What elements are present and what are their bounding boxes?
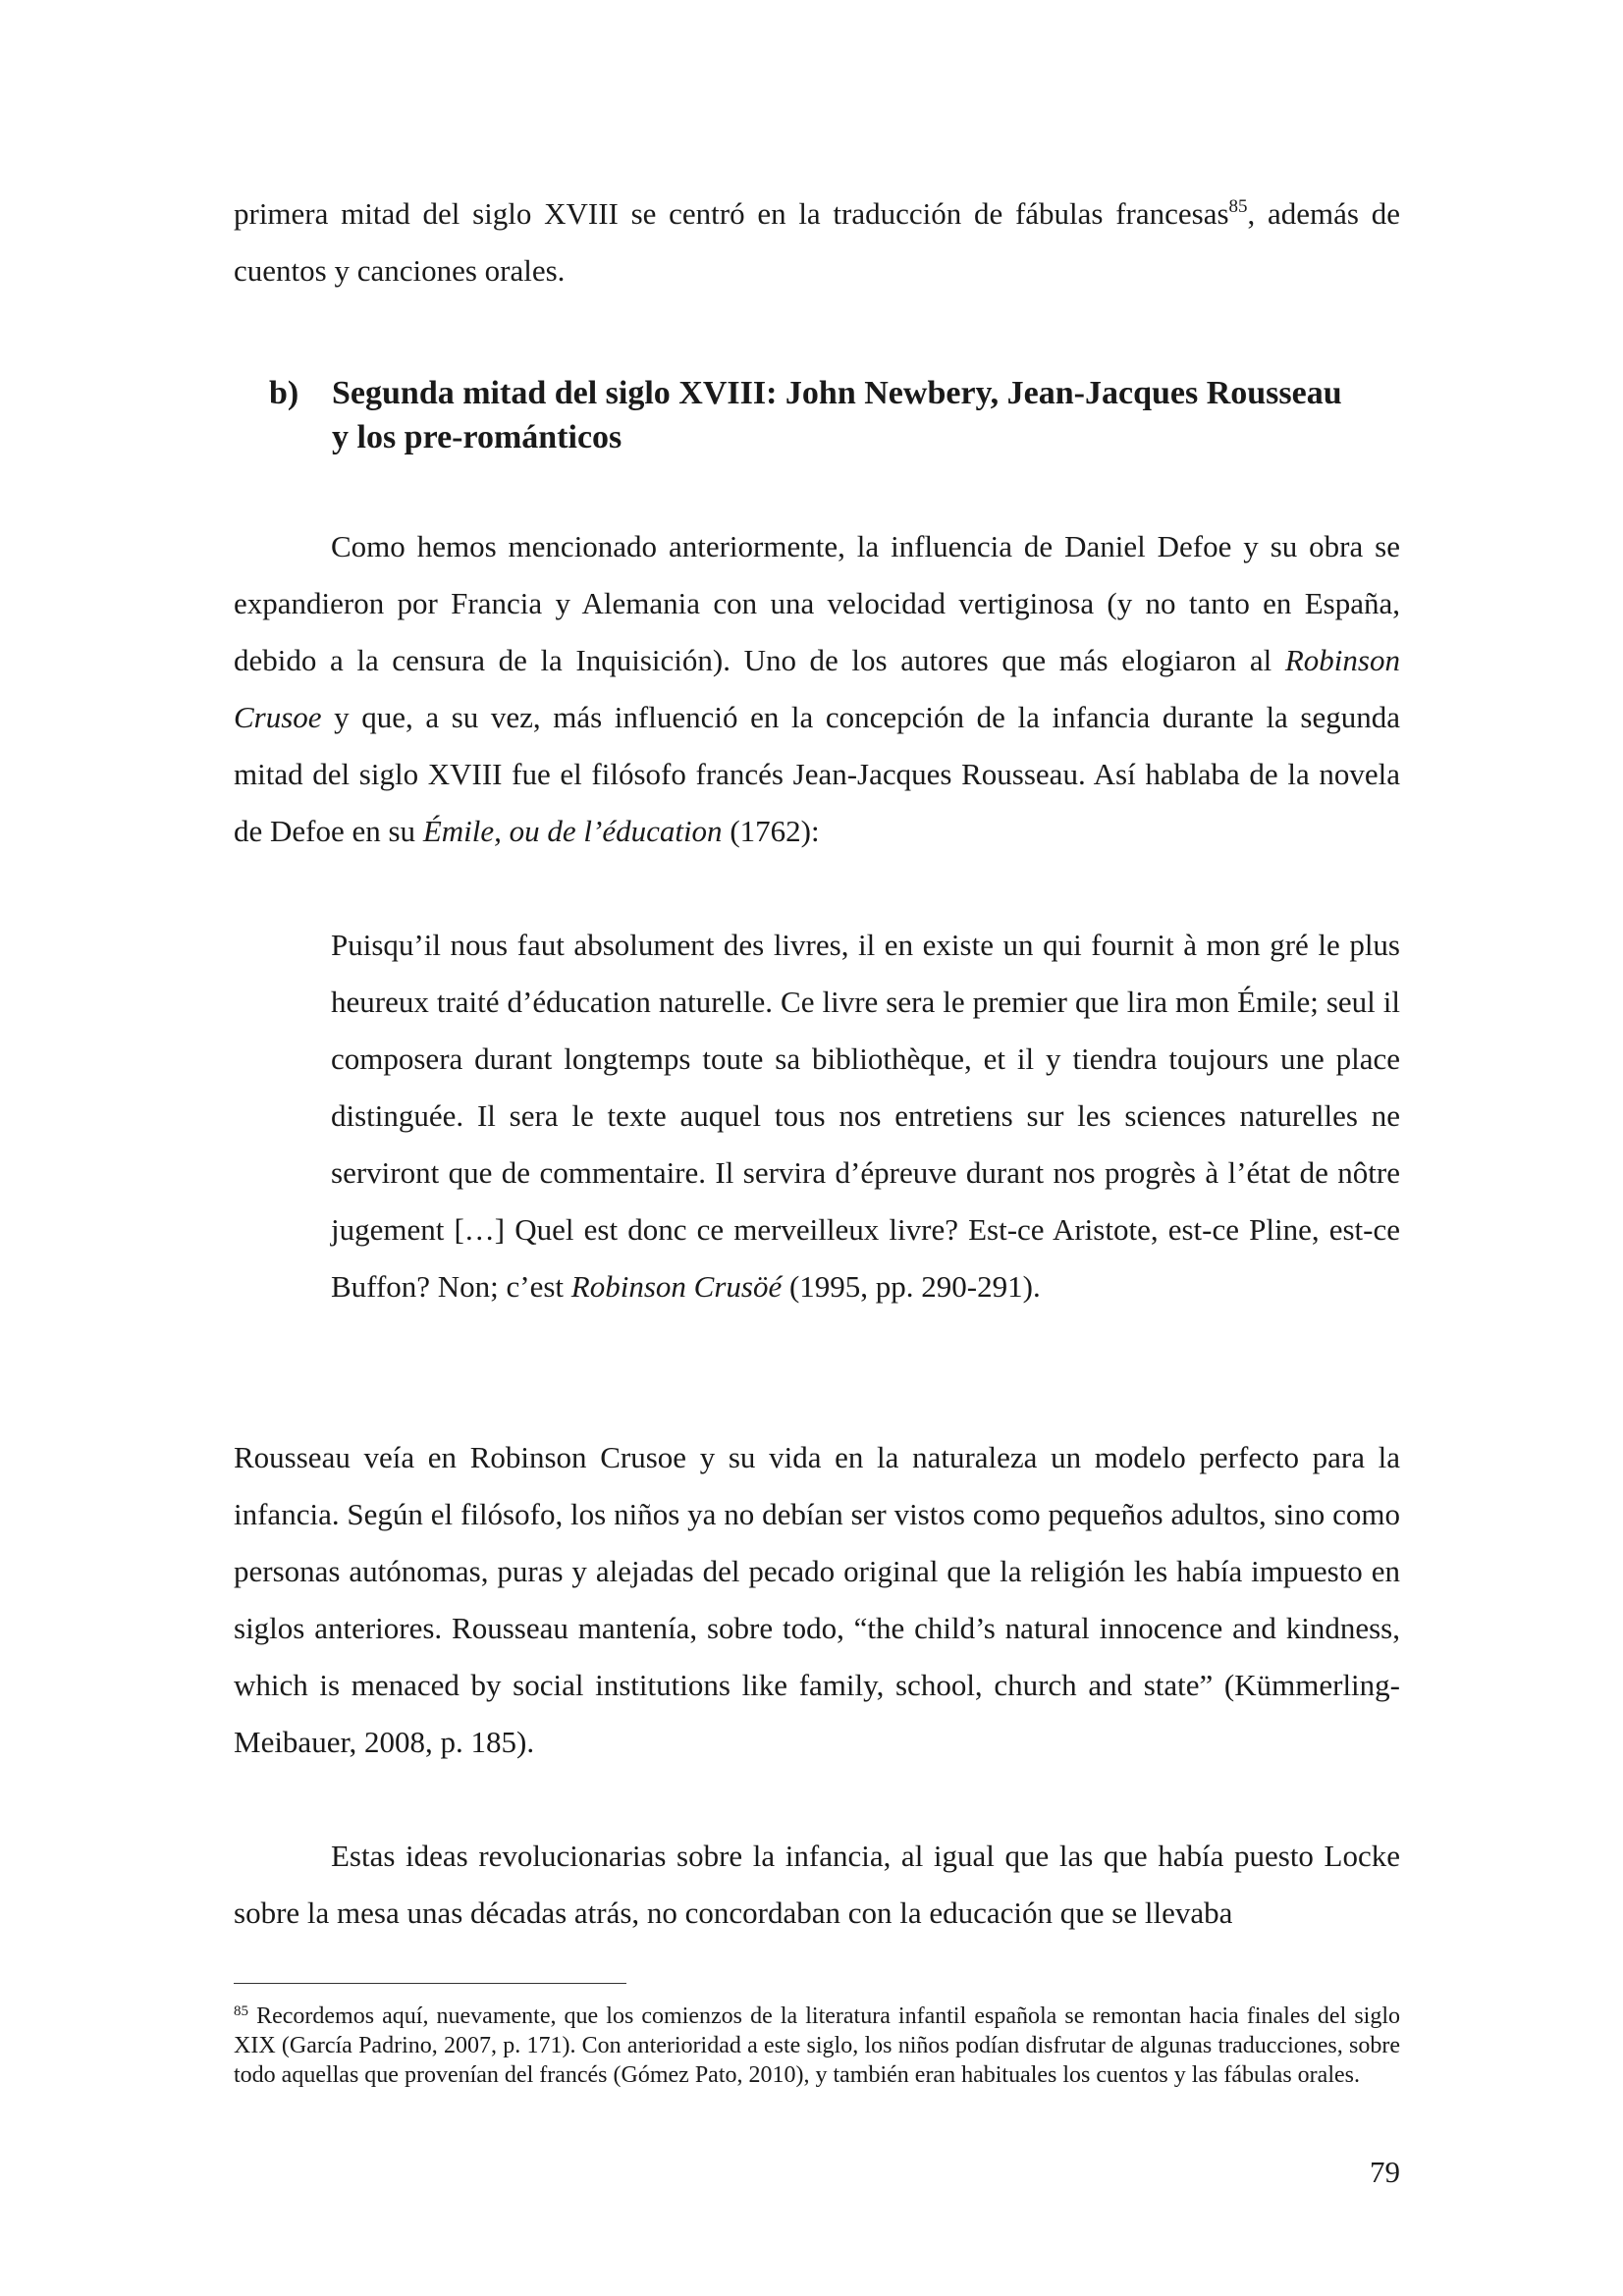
section-marker: b) bbox=[269, 375, 299, 411]
block-quote-title: Robinson Crusöé bbox=[570, 1269, 783, 1304]
section-heading bbox=[269, 371, 1349, 459]
footnote-reference: 85 bbox=[1228, 196, 1248, 217]
block-quote-text-b: (1995, pp. 290-291). bbox=[782, 1269, 1041, 1304]
paragraph-ideas: Estas ideas revolucionarias sobre la infancia, al igual que las que había puesto Locke sobre la mesa unas décadas atrás, no concordaban con la educación que se llevaba bbox=[234, 1839, 1400, 1930]
footnote bbox=[234, 2002, 1400, 2090]
block-quote-text-a: Puisqu’il nous faut absolument des livres, il en existe un qui fournit à mon gré le plus heureux traité d’éducation naturelle. Ce livre sera le premier que lira mon Émile; seul il composera durant longtemps toute sa bibliothèque, et il y tiendra toujours une place distinguée. Il sera le texte auquel tous nos entretiens sur les sciences naturelles ne serviront que de commentaire. Il servira d’épreuve durant nos progrès à l’état de nôtre jugement […] Quel est donc ce merveilleux livre? Est-ce Aristote, est-ce Pline, est-ce Buffon? Non; c’est bbox=[331, 928, 1400, 1304]
section-title: Segunda mitad del siglo XVIII: John Newbery, Jean-Jacques Rousseau y los pre-románticos bbox=[332, 375, 1342, 455]
paragraph-intro-text-b: , además de cuentos y canciones orales. bbox=[234, 196, 1400, 288]
footnote-text: Recordemos aquí, nuevamente, que los comienzos de la literatura infantil española se remontan hacia finales del siglo XIX (García Padrino, 2007, p. 171). Con anterioridad a este siglo, los niños podían disfrutar de algunas traducciones, sobre todo aquellas que provenían del francés (Gómez Pato, 2010), y también eran habituales los cuentos y las fábulas orales. bbox=[234, 2003, 1400, 2088]
block-quote bbox=[331, 917, 1400, 1315]
paragraph-intro bbox=[234, 186, 1400, 299]
paragraph-defoe bbox=[234, 518, 1400, 860]
paragraph-defoe-text-a: Como hemos mencionado anteriormente, la influencia de Daniel Defoe y su obra se expandieron por Francia y Alemania con una velocidad vertiginosa (y no tanto en España, debido a la censura de la Inquisición). Uno de los autores que más elogiaron al bbox=[234, 529, 1400, 677]
title-emile: Émile, ou de l’éducation bbox=[422, 814, 723, 848]
title-robinson-crusoe: Robinson Crusoe bbox=[234, 643, 1400, 734]
page-number: 79 bbox=[1370, 2155, 1400, 2189]
paragraph-intro-text-a: primera mitad del siglo XVIII se centró en la traducción de fábulas francesas bbox=[234, 196, 1229, 231]
paragraph-defoe-text-b: y que, a su vez, más influenció en la concepción de la infancia durante la segunda mitad del siglo XVIII fue el filósofo francés Jean-Jacques Rousseau. Así hablaba de la novela de Defoe en su bbox=[234, 700, 1400, 848]
paragraph-defoe-text-c: (1762): bbox=[722, 814, 820, 848]
paragraph-rousseau: Rousseau veía en Robinson Crusoe y su vida en la naturaleza un modelo perfecto para la infancia. Según el filósofo, los niños ya no debían ser vistos como pequeños adultos, sino como personas autónomas, puras y alejadas del pecado original que la religión les había impuesto en siglos anteriores. Rousseau mantenía, sobre todo, “the child’s natural innocence and kindness, which is menaced by social institutions like family, school, church and state” (Kümmerling-Meibauer, 2008, p. 185). bbox=[234, 1440, 1400, 1759]
footnote-separator bbox=[234, 1983, 626, 1984]
footnote-number: 85 bbox=[234, 2003, 248, 2019]
